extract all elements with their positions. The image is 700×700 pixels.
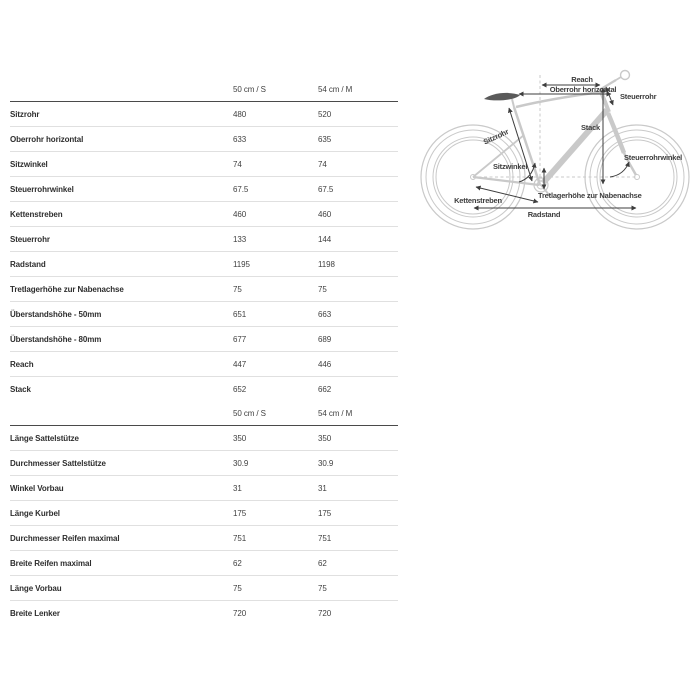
table-row bbox=[10, 102, 398, 127]
row-label: Radstand bbox=[10, 259, 46, 269]
row-value: 350 bbox=[233, 433, 247, 443]
row-value: 652 bbox=[233, 385, 247, 394]
table-row bbox=[10, 327, 398, 352]
geometry-section-components bbox=[10, 402, 398, 626]
row-value: 75 bbox=[233, 284, 242, 294]
row-label: Überstandshöhe - 50mm bbox=[10, 309, 102, 319]
row-value: 175 bbox=[318, 508, 332, 518]
row-value: 1198 bbox=[318, 259, 335, 269]
saddle-icon bbox=[484, 93, 520, 100]
row-label: Stack bbox=[10, 385, 31, 394]
geometry-section-frame bbox=[10, 78, 398, 402]
diagram-label-sitzwinkel: Sitzwinkel bbox=[493, 162, 528, 171]
table-header-row bbox=[10, 78, 398, 102]
row-value: 751 bbox=[318, 533, 332, 543]
table-row bbox=[10, 601, 398, 626]
diagram-label-oberrohr: Oberrohr horizontal bbox=[549, 85, 617, 94]
row-value: 633 bbox=[233, 134, 247, 144]
diagram-label-tretlagerhoehe: Tretlagerhöhe zur Nabenachse bbox=[538, 191, 642, 200]
row-label: Steuerrohrwinkel bbox=[10, 184, 74, 194]
row-value: 175 bbox=[233, 508, 247, 518]
column-header: 54 cm / M bbox=[318, 85, 353, 94]
row-value: 75 bbox=[233, 583, 242, 593]
bike-geometry-diagram bbox=[420, 55, 700, 255]
row-value: 74 bbox=[233, 159, 242, 169]
diagram-label-steuerrohrwinkel: Steuerrohrwinkel bbox=[624, 153, 683, 162]
row-label: Überstandshöhe - 80mm bbox=[10, 334, 102, 344]
diagram-label-sitzrohr: Sitzrohr bbox=[481, 127, 510, 147]
row-value: 635 bbox=[318, 134, 332, 144]
row-value: 662 bbox=[318, 385, 332, 394]
row-label: Länge Sattelstütze bbox=[10, 433, 79, 443]
row-label: Oberrohr horizontal bbox=[10, 134, 84, 144]
row-value: 62 bbox=[233, 558, 242, 568]
table-row bbox=[10, 152, 398, 177]
row-value: 447 bbox=[233, 359, 247, 369]
column-header: 50 cm / S bbox=[233, 409, 266, 418]
row-value: 350 bbox=[318, 433, 332, 443]
diagram-label-kettenstreben: Kettenstreben bbox=[454, 196, 502, 205]
row-value: 133 bbox=[233, 234, 247, 244]
row-label: Reach bbox=[10, 359, 34, 369]
row-label: Sitzrohr bbox=[10, 109, 40, 119]
table-row bbox=[10, 302, 398, 327]
row-label: Länge Vorbau bbox=[10, 583, 62, 593]
table-row bbox=[10, 426, 398, 451]
table-row bbox=[10, 451, 398, 476]
row-value: 663 bbox=[318, 309, 332, 319]
row-value: 720 bbox=[318, 609, 332, 618]
table-row bbox=[10, 551, 398, 576]
diagram-label-steuerrohr: Steuerrohr bbox=[620, 92, 657, 101]
row-value: 1195 bbox=[233, 259, 250, 269]
row-value: 74 bbox=[318, 159, 327, 169]
row-value: 677 bbox=[233, 334, 247, 344]
table-row bbox=[10, 576, 398, 601]
row-label: Steuerrohr bbox=[10, 234, 50, 244]
row-label: Breite Reifen maximal bbox=[10, 558, 92, 568]
table-row bbox=[10, 277, 398, 302]
column-header: 54 cm / M bbox=[318, 409, 353, 418]
diagram-label-radstand: Radstand bbox=[527, 210, 561, 219]
row-value: 67.5 bbox=[233, 184, 249, 194]
column-header: 50 cm / S bbox=[233, 85, 266, 94]
table-row bbox=[10, 227, 398, 252]
geometry-table bbox=[10, 78, 398, 626]
row-label: Winkel Vorbau bbox=[10, 483, 64, 493]
row-value: 446 bbox=[318, 359, 332, 369]
row-value: 520 bbox=[318, 109, 332, 119]
row-value: 460 bbox=[233, 209, 247, 219]
row-value: 651 bbox=[233, 309, 247, 319]
row-label: Kettenstreben bbox=[10, 209, 63, 219]
row-value: 30.9 bbox=[318, 458, 334, 468]
row-label: Breite Lenker bbox=[10, 609, 60, 618]
row-label: Tretlagerhöhe zur Nabenachse bbox=[10, 284, 124, 294]
row-value: 30.9 bbox=[233, 458, 249, 468]
row-value: 720 bbox=[233, 609, 247, 618]
table-row bbox=[10, 501, 398, 526]
table-row bbox=[10, 202, 398, 227]
row-value: 31 bbox=[318, 483, 327, 493]
table-row bbox=[10, 252, 398, 277]
row-label: Sitzwinkel bbox=[10, 159, 48, 169]
row-value: 75 bbox=[318, 284, 327, 294]
row-value: 31 bbox=[233, 483, 242, 493]
row-value: 144 bbox=[318, 234, 332, 244]
table-row bbox=[10, 476, 398, 501]
table-row bbox=[10, 352, 398, 377]
steuerrohrwinkel-arc bbox=[610, 162, 629, 177]
row-value: 62 bbox=[318, 558, 327, 568]
row-label: Durchmesser Sattelstütze bbox=[10, 458, 106, 468]
row-value: 689 bbox=[318, 334, 332, 344]
row-value: 460 bbox=[318, 209, 332, 219]
diagram-label-reach: Reach bbox=[571, 75, 593, 84]
row-value: 480 bbox=[233, 109, 247, 119]
row-value: 67.5 bbox=[318, 184, 334, 194]
bike-diagram-svg bbox=[420, 55, 700, 255]
diagram-label-stack: Stack bbox=[581, 123, 601, 132]
table-header-row bbox=[10, 402, 398, 426]
row-label: Durchmesser Reifen maximal bbox=[10, 533, 120, 543]
row-value: 751 bbox=[233, 533, 247, 543]
table-row bbox=[10, 177, 398, 202]
row-value: 75 bbox=[318, 583, 327, 593]
table-row bbox=[10, 127, 398, 152]
table-row bbox=[10, 526, 398, 551]
row-label: Länge Kurbel bbox=[10, 508, 60, 518]
table-row bbox=[10, 377, 398, 402]
